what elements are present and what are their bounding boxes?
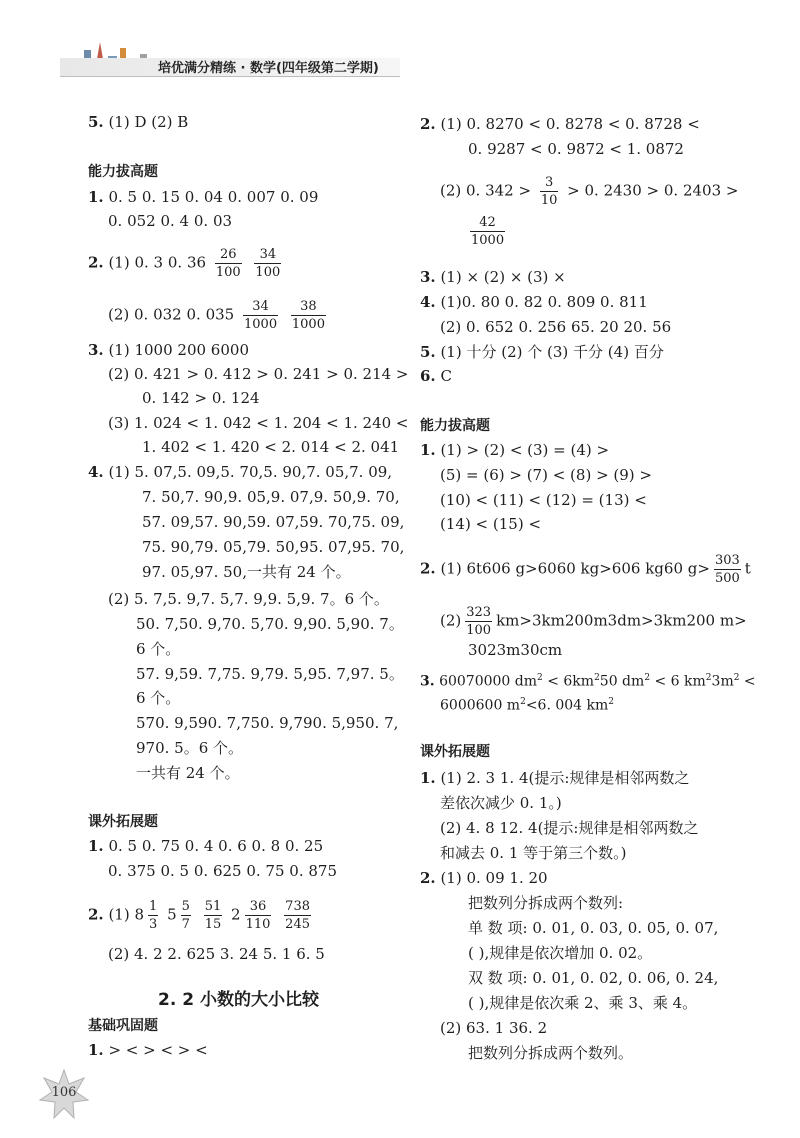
answer-line: 0. 142 > 0. 124 (142, 389, 260, 407)
page-number: 106 (51, 1085, 77, 1100)
answer-line: ( ),规律是依次乘 2、乘 3、乘 4。 (468, 994, 698, 1012)
answer-1: 1. (1) 2. 3 1. 4(提示:规律是相邻两数之 (420, 769, 690, 787)
answer-line: 一共有 24 个。 (136, 764, 240, 782)
answer-line: 0. 9287 < 0. 9872 < 1. 0872 (468, 140, 684, 158)
answer-1: 1. > < > < > < (88, 1041, 208, 1059)
answer-line: (2) 0. 342 > $\frac{3}{10}$ > 0. 2430 > 0. 2403 > (440, 175, 739, 208)
answer-line: 57. 09,57. 90,59. 07,59. 70,75. 09, (142, 513, 405, 531)
page-number-badge (38, 1068, 90, 1120)
fraction: $\frac{26}{100}$ (215, 247, 241, 280)
answer-line: 7. 50,7. 90,9. 05,9. 07,9. 50,9. 70, (142, 488, 400, 506)
section-heading: 能力拔高题 (420, 418, 490, 434)
answer-line: (5) = (6) > (7) < (8) > (9) > (440, 466, 652, 484)
answer-3: 3. 60070000 $dm^2 < 6km^250$ $dm^2 < 6$ $km^23m^2$ < (420, 673, 756, 690)
answer-2: 2. (1) 0. 09 1. 20 (420, 869, 548, 887)
answer-line: (10) < (11) < (12) = (13) < (440, 491, 647, 509)
answer-line: 和减去 0. 1 等于第三个数。) (440, 844, 627, 862)
fraction: $\frac{34}{1000}$ (244, 299, 278, 332)
answer-line: 50. 7,50. 9,70. 5,70. 9,90. 5,90. 7。 (136, 615, 404, 633)
fraction: $\frac{34}{100}$ (255, 247, 281, 280)
answer-3: 3. (1) × (2) × (3) × (420, 268, 566, 286)
answer-line: 0. 375 0. 5 0. 625 0. 75 0. 875 (108, 862, 337, 880)
answer-line: 双 数 项: 0. 01, 0. 02, 0. 06, 0. 24, (468, 969, 719, 987)
answer-line: (2) $\frac{323}{100}$ km>3km200m3dm>3km200 m> (440, 605, 747, 638)
fraction: $\frac{51}{15}$ (204, 899, 222, 932)
answer-line: 单 数 项: 0. 01, 0. 03, 0. 05, 0. 07, (468, 919, 719, 937)
answer-line: (2) 0. 032 0. 035 $\frac{34}{1000}$ $\frac{38}{1000}$ (108, 299, 325, 332)
answer-line: 6000600 $m^2<6$. 004 $km^2$ (440, 697, 615, 714)
fraction: $\frac{42}{1000}$ (471, 215, 505, 248)
answer-line: 970. 5。6 个。 (136, 739, 244, 757)
answer-line: (2) 63. 1 36. 2 (440, 1019, 548, 1037)
answer-line: (2) 0. 421 > 0. 412 > 0. 241 > 0. 214 > (108, 365, 409, 383)
answer-line: 差依次减少 0. 1。) (440, 794, 562, 812)
fraction: $\frac{38}{1000}$ (291, 299, 325, 332)
section-heading: 课外拓展题 (88, 814, 158, 830)
answer-line: 570. 9,590. 7,750. 9,790. 5,950. 7, (136, 714, 399, 732)
answer-line: 6 个。 (136, 689, 181, 707)
answer-line: (2) 5. 7,5. 9,7. 5,7. 9,9. 5,9. 7。6 个。 (108, 590, 389, 608)
answer-4: 4. (1)0. 80 0. 82 0. 809 0. 811 (420, 293, 648, 311)
answer-1: 1. 0. 5 0. 15 0. 04 0. 007 0. 09 (88, 188, 319, 206)
answer-line: ( ),规律是依次增加 0. 02。 (468, 944, 653, 962)
answer-line: 0. 052 0. 4 0. 03 (108, 212, 233, 230)
header-title: 培优满分精练 · 数学(四年级第二学期) (158, 61, 379, 76)
fraction: $\frac{3}{10}$ (540, 175, 558, 208)
answer-6: 6. C (420, 367, 452, 385)
fraction: $\frac{36}{110}$ (245, 899, 271, 932)
answer-line: 1. 402 < 1. 420 < 2. 014 < 2. 041 (142, 438, 400, 456)
answer-1: 1. (1) > (2) < (3) = (4) > (420, 441, 610, 459)
answer-line: 把数列分拆成两个数列: (468, 894, 624, 912)
answer-line: 6 个。 (136, 640, 181, 658)
answer-1: 1. 0. 5 0. 75 0. 4 0. 6 0. 8 0. 25 (88, 837, 324, 855)
fraction: $\frac{303}{500}$ (714, 553, 740, 586)
answer-line: 57. 9,59. 7,75. 9,79. 5,95. 7,97. 5。 (136, 665, 404, 683)
answer-line: 3023m30cm (468, 641, 563, 659)
answer-line: 把数列分拆成两个数列。 (468, 1044, 634, 1062)
answer-3: 3. (1) 1000 200 6000 (88, 341, 249, 359)
fraction: $\frac{323}{100}$ (466, 605, 492, 638)
answer-line: (3) 1. 024 < 1. 042 < 1. 204 < 1. 240 < (108, 414, 409, 432)
answer-line (466, 214, 509, 249)
answer-2: 2. (1) 0. 3 0. 36 $\frac{26}{100}$ $\frac{34}{100}$ (88, 247, 281, 280)
section-heading: 课外拓展题 (420, 744, 490, 760)
answer-2: 2. (1) 8 $\frac{1}{3}$ 5 $\frac{5}{7}$ $\frac{51}{15}$ 2 $\frac{36}{110}$ $\frac{738}{245}$ (88, 899, 310, 932)
answer-line: (2) 4. 8 12. 4(提示:规律是相邻两数之 (440, 819, 699, 837)
chapter-title: 2. 2 小数的大小比较 (158, 990, 319, 1010)
page-header (60, 40, 400, 84)
answer-line: (2) 0. 652 0. 256 65. 20 20. 56 (440, 318, 672, 336)
section-heading: 基础巩固题 (88, 1018, 158, 1034)
answer-4: 4. (1) 5. 07,5. 09,5. 70,5. 90,7. 05,7. 09, (88, 463, 393, 481)
answer-5: 5. (1) 十分 (2) 个 (3) 千分 (4) 百分 (420, 343, 664, 361)
answer-line: (2) 4. 2 2. 625 3. 24 5. 1 6. 5 (108, 945, 325, 963)
answer-line: (14) < (15) < (440, 515, 542, 533)
section-heading: 能力拔高题 (88, 164, 158, 180)
answer-2: 2. (1) 6t606 g>6060 kg>606 kg60 g> $\frac{303}{500}$ t (420, 553, 751, 586)
fraction: $\frac{738}{245}$ (285, 899, 310, 932)
answer-2: 2. (1) 0. 8270 < 0. 8278 < 0. 8728 < (420, 115, 700, 133)
fraction: $\frac{1}{3}$ (149, 899, 158, 932)
answer-5: 5. (1) D (2) B (88, 113, 189, 131)
answer-line: 97. 05,97. 50,一共有 24 个。 (142, 563, 351, 581)
answer-line: 75. 90,79. 05,79. 50,95. 07,95. 70, (142, 538, 405, 556)
fraction: $\frac{5}{7}$ (181, 899, 190, 932)
